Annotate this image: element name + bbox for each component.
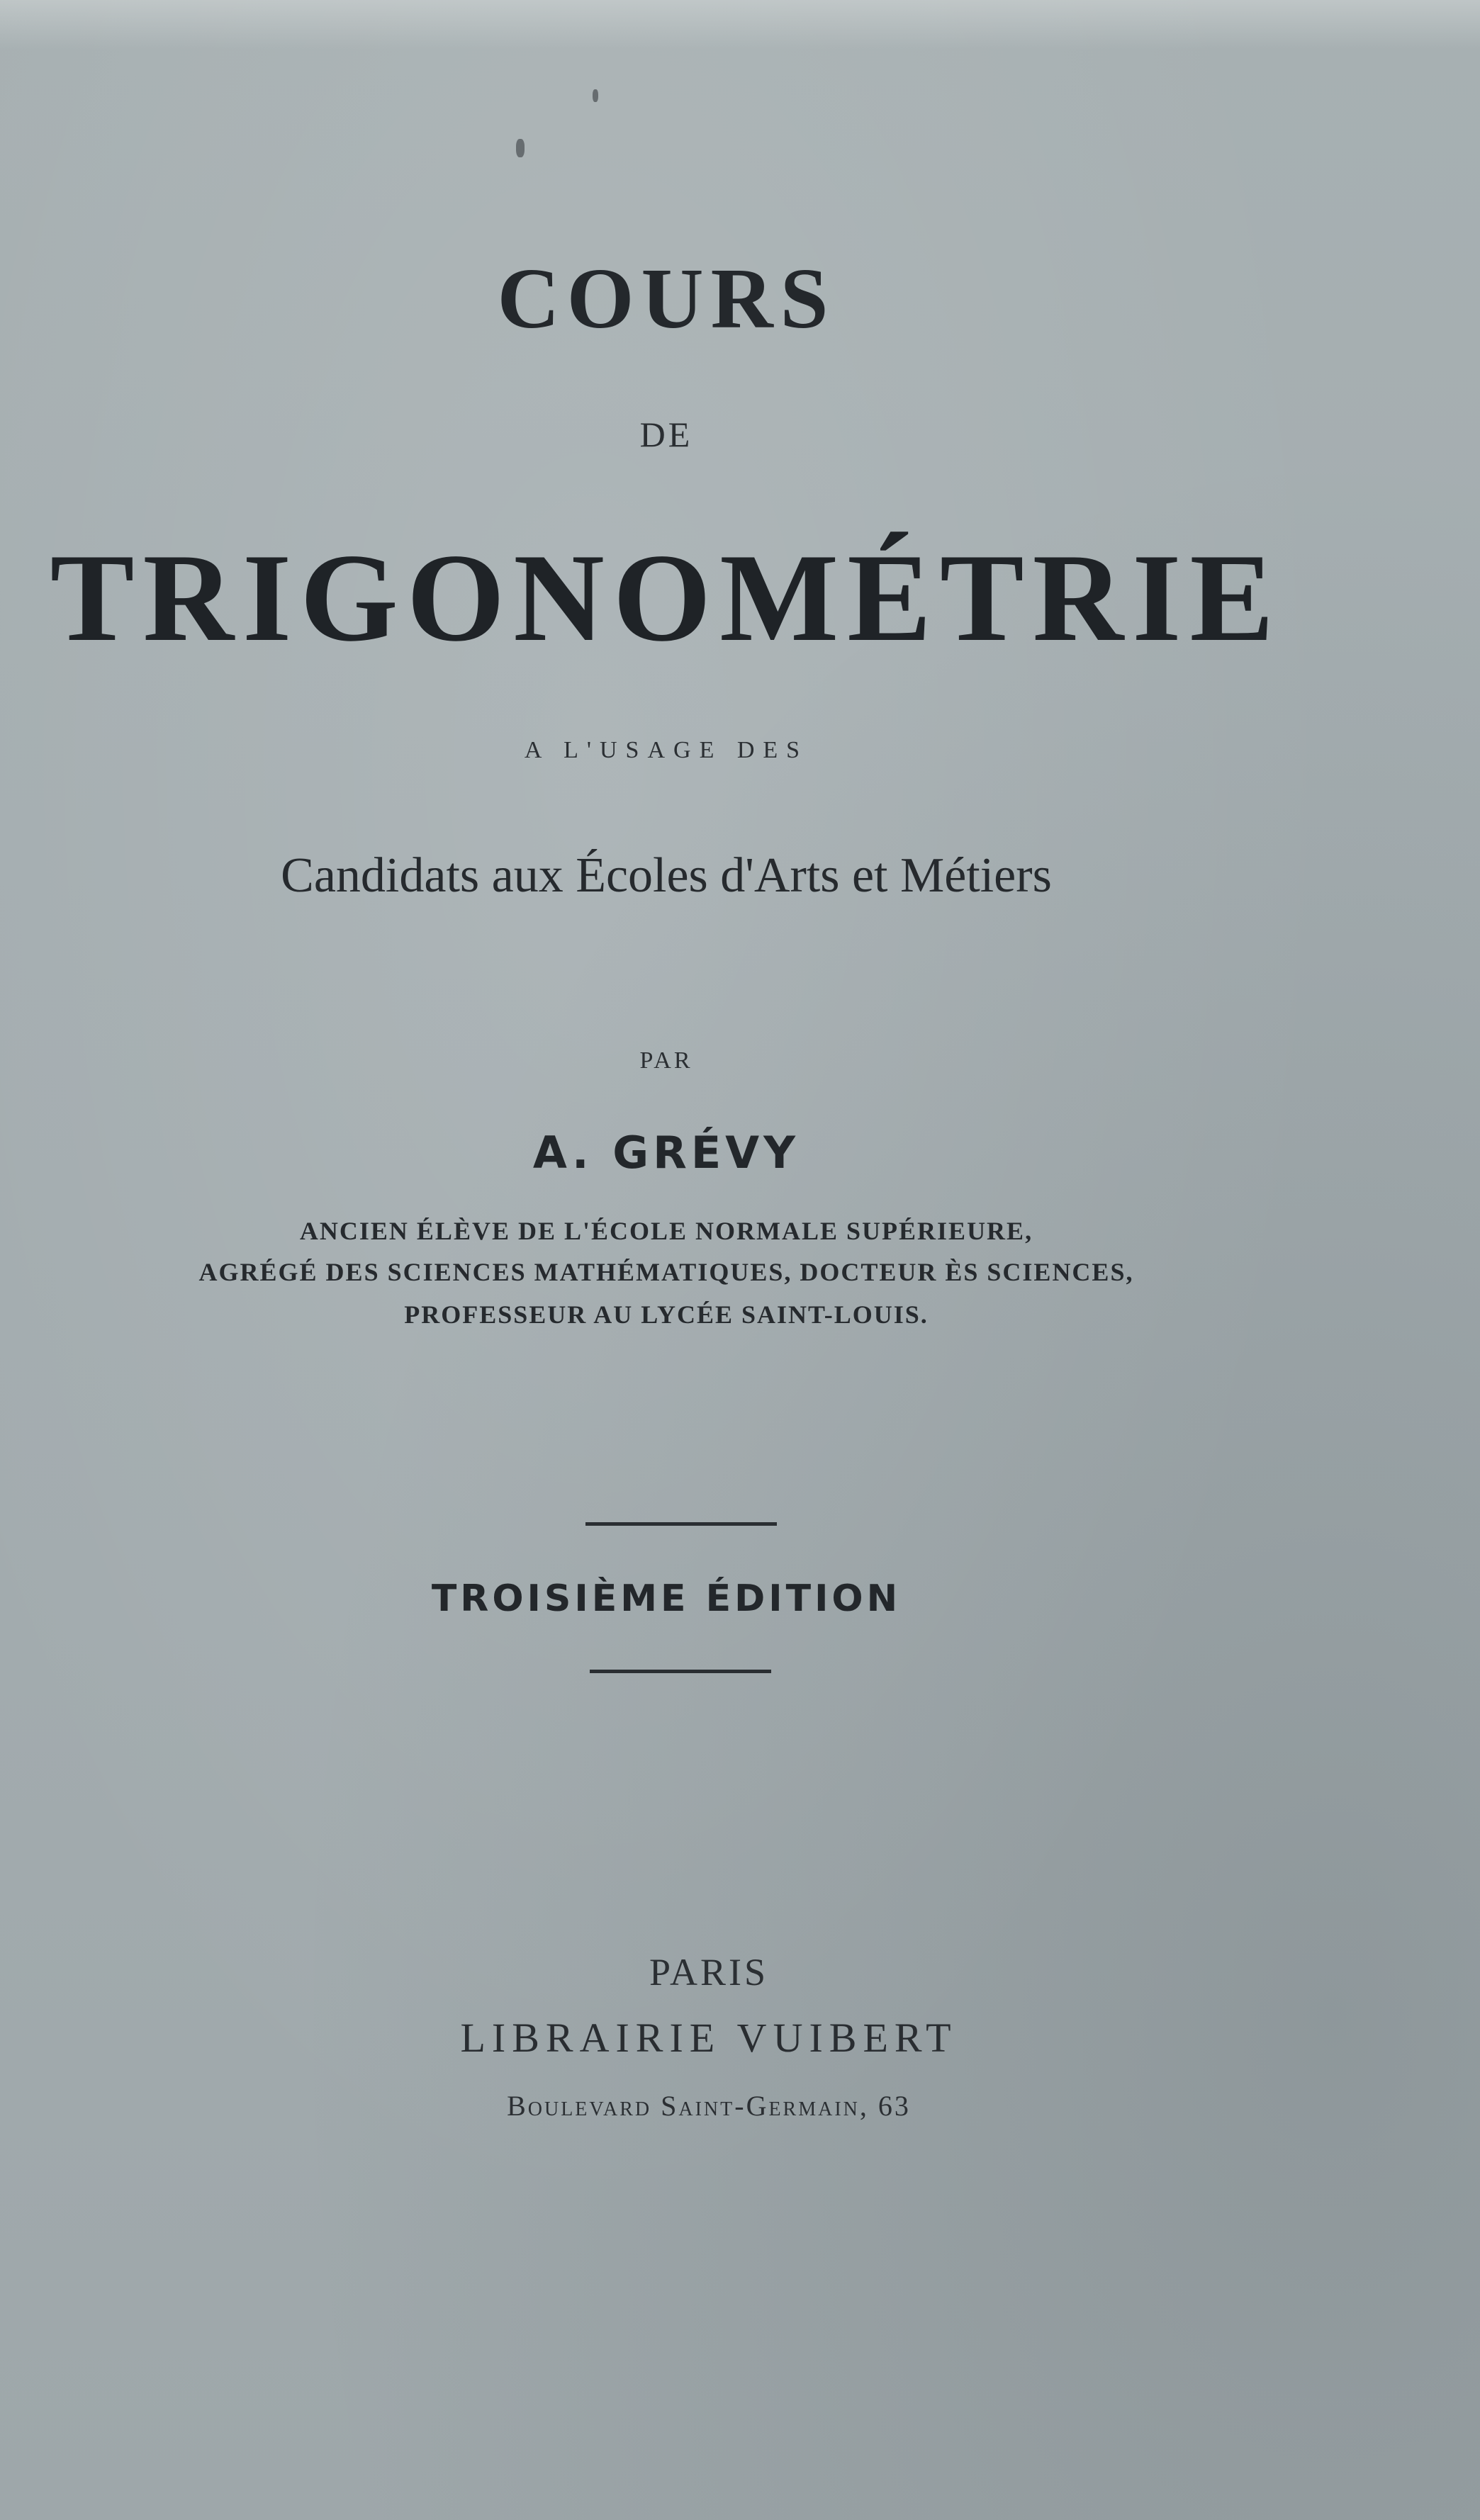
main-title: TRIGONOMÉTRIE — [50, 527, 1283, 668]
paper-speck — [516, 139, 525, 157]
audience-intro: A L'USAGE DES — [524, 737, 809, 763]
author-name: A. GRÉVY — [532, 1127, 800, 1179]
author-credential: ANCIEN ÉLÈVE DE L'ÉCOLE NORMALE SUPÉRIEURE, — [299, 1217, 1033, 1245]
paper-speck — [593, 89, 598, 102]
edition-label: TROISIÈME ÉDITION — [431, 1577, 902, 1620]
audience-line: Candidats aux Écoles d'Arts et Métiers — [281, 848, 1052, 903]
divider-rule-top — [585, 1522, 777, 1526]
publisher-address: Boulevard Saint-Germain, 63 — [507, 2090, 911, 2122]
publisher-city: PARIS — [649, 1951, 769, 1993]
title-line-cours: COURS — [497, 251, 836, 347]
title-line-de: DE — [639, 415, 693, 454]
author-credential: AGRÉGÉ DES SCIENCES MATHÉMATIQUES, DOCTEUR ÈS SCIENCES, — [198, 1258, 1134, 1286]
by-line: PAR — [639, 1047, 693, 1074]
publisher-name: LIBRAIRIE VUIBERT — [460, 2015, 958, 2061]
divider-rule-bottom — [590, 1670, 771, 1673]
author-credential: PROFESSEUR AU LYCÉE SAINT-LOUIS. — [404, 1300, 929, 1329]
